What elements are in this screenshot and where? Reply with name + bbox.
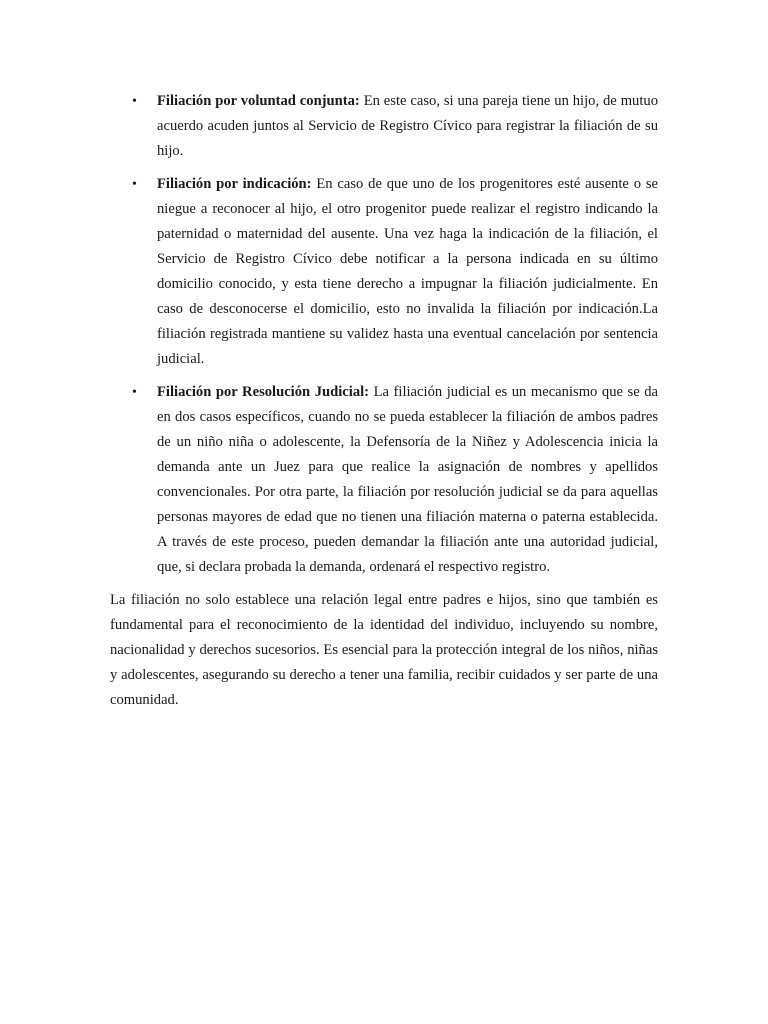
bullet-icon: •: [132, 385, 137, 400]
closing-paragraph: La filiación no solo establece una relación legal entre padres e hijos, sino que también es fundamental para el reconocimiento de la identidad del individuo, incluyendo su nombre, nacionalidad y derechos sucesorios. Es esencial para la protección integral de los niños, niñas y adolescentes, asegurando su derecho a tener una familia, recibir cuidados y ser parte de una comunidad.: [110, 592, 658, 708]
list-item: [110, 380, 658, 580]
list-item: [110, 172, 658, 372]
list-item-term: Filiación por Resolución Judicial:: [157, 384, 370, 400]
list-item-text: En caso de que uno de los progenitores esté ausente o se niegue a reconocer al hijo, el otro progenitor puede realizar el registro indicando la paternidad o maternidad del ausente. Una vez haga la indicación de la filiación, el Servicio de Registro Cívico debe notificar a la persona indicada en su último domicilio conocido, y esta tiene derecho a impugnar la filiación judicialmente. En caso de desconocerse el domicilio, esto no invalida la filiación por indicación.La filiación registrada mantiene su validez hasta una eventual cancelación por sentencia judicial.: [157, 176, 658, 367]
list-item: [110, 89, 658, 164]
bullet-icon: •: [132, 94, 137, 109]
list-item-text: La filiación judicial es un mecanismo que se da en dos casos específicos, cuando no se pueda establecer la filiación de ambos padres de un niño niña o adolescente, la Defensoría de la Niñez y Adolescencia inicia la demanda ante un Juez para que realice la asignación de nombres y apellidos convencionales. Por otra parte, la filiación por resolución judicial se da para aquellas personas mayores de edad que no tienen una filiación materna o paterna establecida. A través de este proceso, pueden demandar la filiación ante una autoridad judicial, que, si declara probada la demanda, ordenará el respectivo registro.: [157, 384, 658, 575]
document-page: [110, 89, 658, 713]
list-item-term: Filiación por indicación:: [157, 176, 312, 192]
list-item-term: Filiación por voluntad conjunta:: [157, 93, 360, 109]
list-item-text: En este caso, si una pareja tiene un hijo, de mutuo acuerdo acuden juntos al Servicio de Registro Cívico para registrar la filiación de su hijo.: [157, 93, 658, 159]
filiation-types-list: [110, 89, 658, 580]
bullet-icon: •: [132, 177, 137, 192]
